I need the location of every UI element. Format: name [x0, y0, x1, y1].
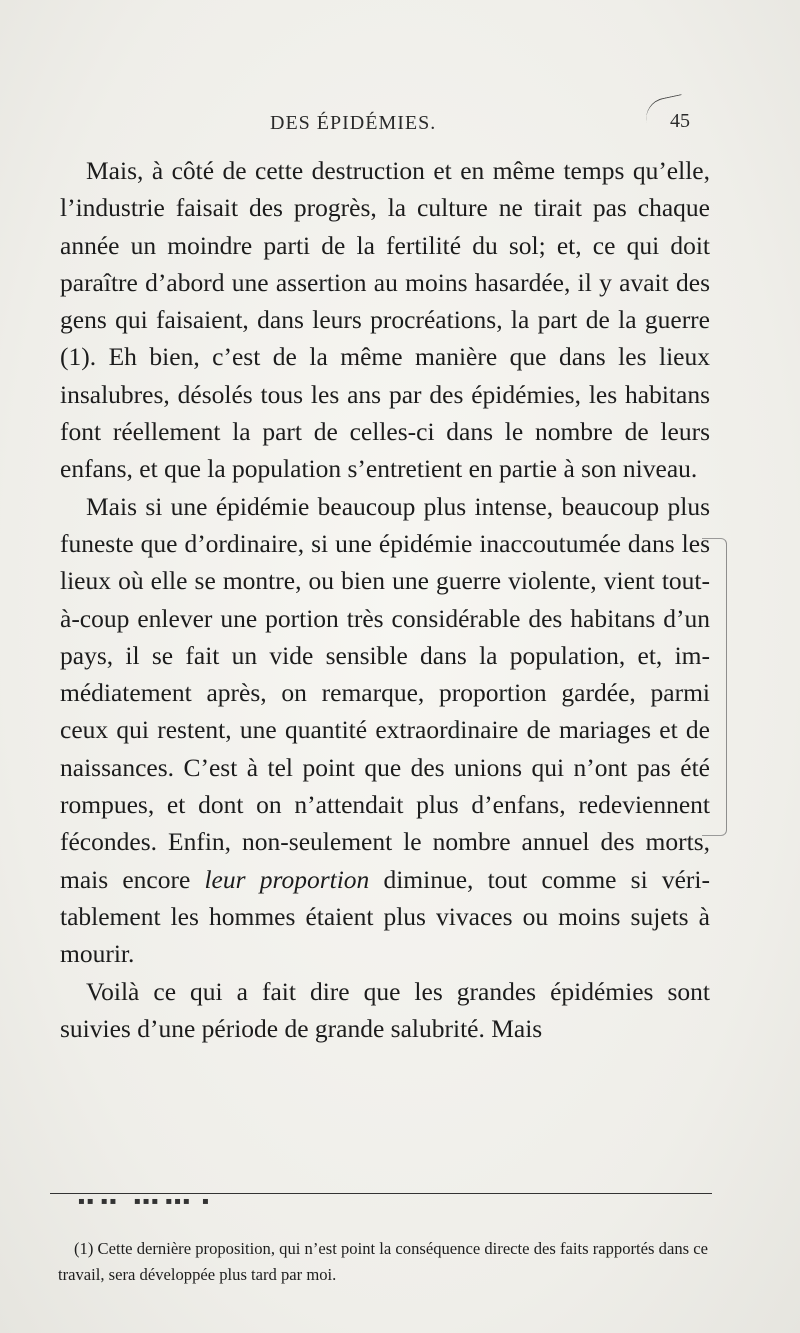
italic-phrase: leur proportion: [204, 864, 370, 894]
footnote: [58, 1236, 708, 1288]
footnote-text: (1) Cette dernière proposition, qui n’est point la conséquence directe des faits rapportés dans ce travail, sera développée plus tard par moi.: [58, 1239, 708, 1284]
paragraph: [60, 973, 710, 1048]
paragraph-text: Voilà ce qui a fait dire que les grandes épidémies sont suivies d’une période de grande salubrité. Mais: [60, 976, 710, 1043]
page-number: 45: [670, 110, 690, 132]
footnote-rule: [50, 1193, 712, 1194]
paragraph: [60, 488, 710, 973]
page-header: [0, 106, 800, 140]
paragraph-text: Mais si une épidémie beaucoup plus intense, beaucoup plus funeste que d’ordinaire, si une épidémie inaccoutumée dans les lieux où elle se montre, ou bien une guerre violente, vient tout-à-coup enlever une portion très considérable des habitans d’un pays, il se fait un vide sensible dans la population, et, immédiatement après, on remarque, proportion gardée, parmi ceux qui restent, une quantité extraordinaire de mariages et de naissances. C’est à tel point que des unions qui n’ont pas été rompues, et dont on n’attendait plus d’enfans, redeviennent fécondes. Enfin, non-seulement le nombre annuel des morts, mais encore: [60, 491, 710, 894]
paragraph-text: Mais, à côté de cette destruction et en même temps qu’elle, l’industrie faisait des progrès, la culture ne tirait pas chaque année un moindre parti de la fertilité du sol; et, ce qui doit paraître d’abord une assertion au moins hasardée, il y avait des gens qui faisaient, dans leurs procréations, la part de la guerre (1). Eh bien, c’est de la même manière que dans les lieux insalubres, désolés tous les ans par des épidémies, les habitans font réellement la part de celles-ci dans le nombre de leurs enfans, et que la population s’entretient en partie à son niveau.: [60, 156, 710, 484]
main-text: [60, 152, 710, 1047]
printer-marks: ▪▪ ▪▪ ▪▪▪ ▪▪▪ ▪: [78, 1196, 211, 1207]
margin-bracket-mark: [702, 538, 727, 836]
paragraph-text: diminue, tout comme si véritablement les hommes étaient plus vivaces ou moins sujets à mourir.: [60, 864, 711, 969]
running-title: DES ÉPIDÉMIES.: [270, 112, 437, 134]
paragraph: [60, 152, 710, 488]
